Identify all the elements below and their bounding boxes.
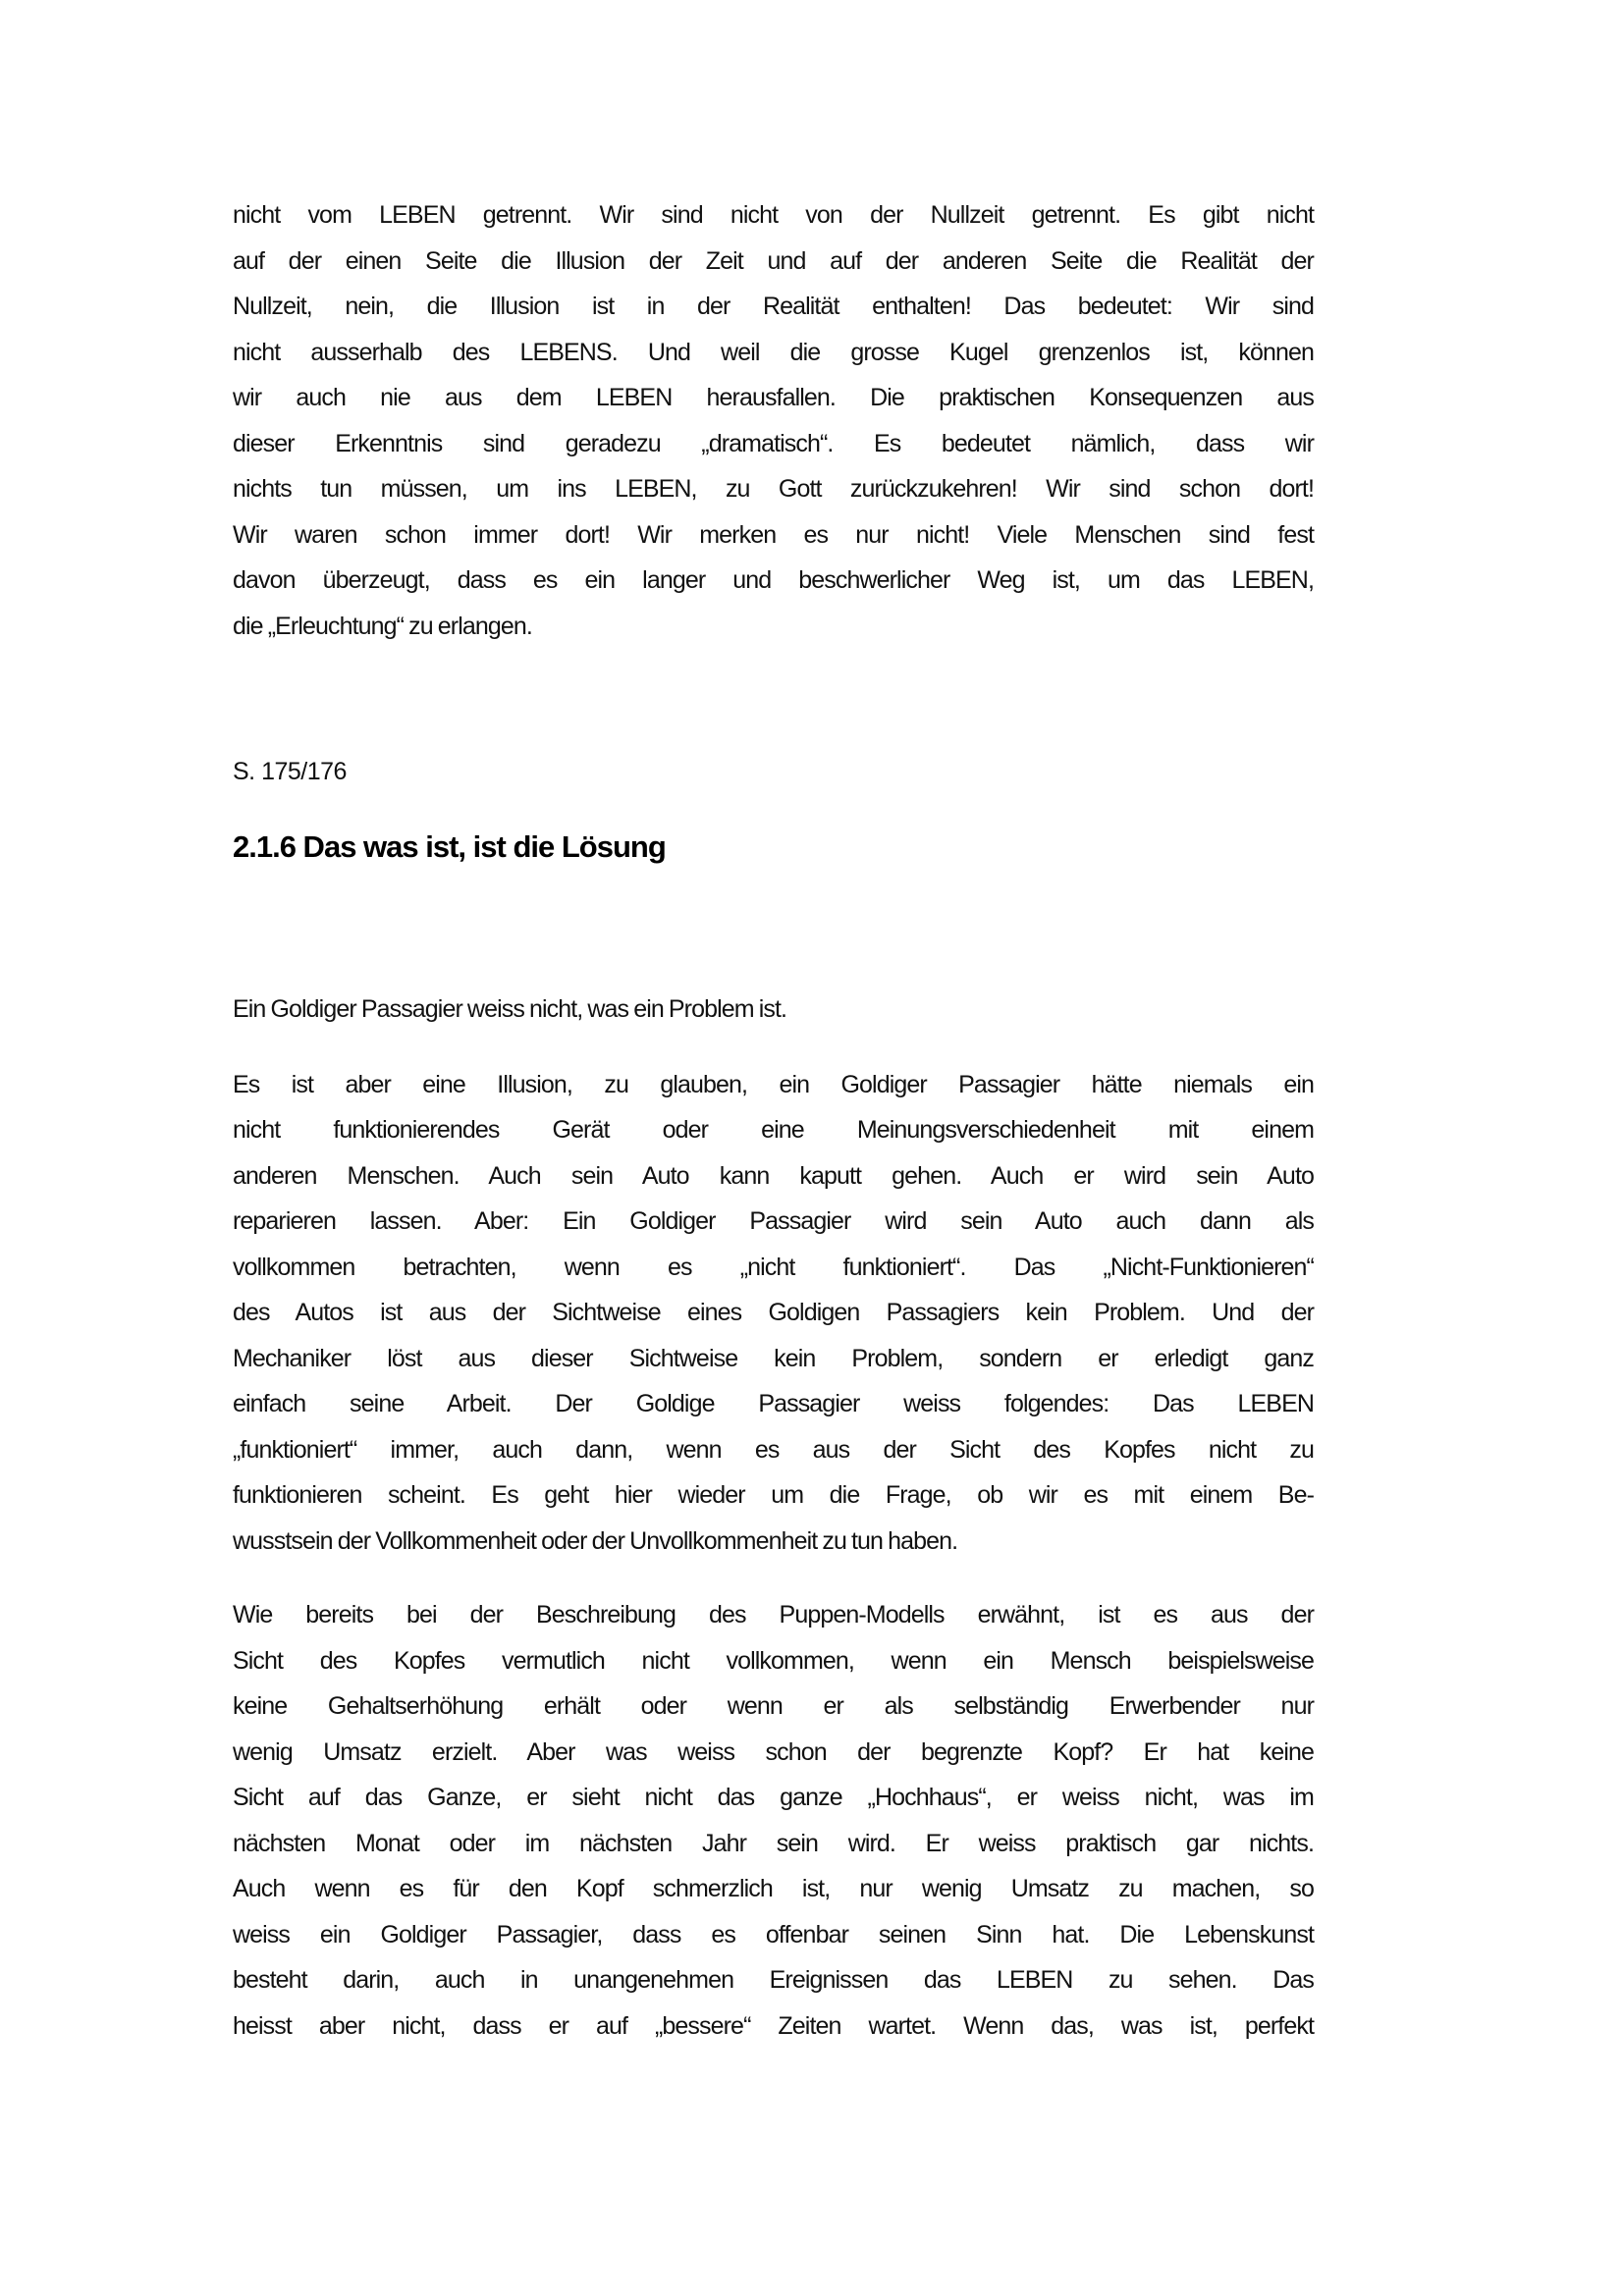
- text-line: Sicht des Kopfes vermutlich nicht vollkommen, wenn ein Mensch beispielsweise: [233, 1647, 1314, 1675]
- text-line: heisst aber nicht, dass er auf „bessere“ Zeiten wartet. Wenn das, was ist, perfekt: [233, 2012, 1314, 2040]
- text-line: auf der einen Seite die Illusion der Zeit und auf der anderen Seite die Realität der: [233, 247, 1314, 275]
- section-heading: 2.1.6 Das was ist, ist die Lösung: [233, 829, 666, 864]
- text-line: nicht funktionierendes Gerät oder eine Meinungsverschiedenheit mit einem: [233, 1116, 1314, 1144]
- text-line: nicht vom LEBEN getrennt. Wir sind nicht von der Nullzeit getrennt. Es gibt nicht: [233, 201, 1314, 229]
- text-line: vollkommen betrachten, wenn es „nicht funktioniert“. Das „Nicht-Funktionieren“: [233, 1254, 1314, 1281]
- text-line: weiss ein Goldiger Passagier, dass es offenbar seinen Sinn hat. Die Lebenskunst: [233, 1921, 1314, 1949]
- text-line: wir auch nie aus dem LEBEN herausfallen. Die praktischen Konsequenzen aus: [233, 384, 1314, 411]
- text-line: wusstsein der Vollkommenheit oder der Unvollkommenheit zu tun haben.: [233, 1527, 958, 1555]
- text-line: nicht ausserhalb des LEBENS. Und weil die grosse Kugel grenzenlos ist, können: [233, 339, 1314, 366]
- text-line: davon überzeugt, dass es ein langer und beschwerlicher Weg ist, um das LEBEN,: [233, 566, 1314, 594]
- text-line: Mechaniker löst aus dieser Sichtweise kein Problem, sondern er erledigt ganz: [233, 1345, 1314, 1372]
- text-line: Sicht auf das Ganze, er sieht nicht das ganze „Hochhaus“, er weiss nicht, was im: [233, 1784, 1314, 1811]
- text-line: Wie bereits bei der Beschreibung des Puppen-Modells erwähnt, ist es aus der: [233, 1601, 1314, 1629]
- text-line: keine Gehaltserhöhung erhält oder wenn er als selbständig Erwerbender nur: [233, 1692, 1314, 1720]
- text-line: besteht darin, auch in unangenehmen Ereignissen das LEBEN zu sehen. Das: [233, 1966, 1314, 1994]
- text-line: nichts tun müssen, um ins LEBEN, zu Gott zurückzukehren! Wir sind schon dort!: [233, 475, 1314, 503]
- text-line: funktionieren scheint. Es geht hier wieder um die Frage, ob wir es mit einem Be-: [233, 1481, 1314, 1509]
- text-line: reparieren lassen. Aber: Ein Goldiger Passagier wird sein Auto auch dann als: [233, 1207, 1314, 1235]
- text-line: die „Erleuchtung“ zu erlangen.: [233, 613, 532, 640]
- text-line: Auch wenn es für den Kopf schmerzlich ist, nur wenig Umsatz zu machen, so: [233, 1875, 1314, 1902]
- text-line: Nullzeit, nein, die Illusion ist in der Realität enthalten! Das bedeutet: Wir sind: [233, 293, 1314, 320]
- page-reference: S. 175/176: [233, 758, 347, 785]
- text-line: einfach seine Arbeit. Der Goldige Passagier weiss folgendes: Das LEBEN: [233, 1390, 1314, 1417]
- text-line: dieser Erkenntnis sind geradezu „dramatisch“. Es bedeutet nämlich, dass wir: [233, 430, 1314, 457]
- text-line: nächsten Monat oder im nächsten Jahr sein wird. Er weiss praktisch gar nichts.: [233, 1830, 1314, 1857]
- text-line: „funktioniert“ immer, auch dann, wenn es aus der Sicht des Kopfes nicht zu: [233, 1436, 1314, 1464]
- text-line: des Autos ist aus der Sichtweise eines Goldigen Passagiers kein Problem. Und der: [233, 1299, 1314, 1326]
- text-line: Es ist aber eine Illusion, zu glauben, ein Goldiger Passagier hätte niemals ein: [233, 1071, 1314, 1098]
- intro-sentence: Ein Goldiger Passagier weiss nicht, was ein Problem ist.: [233, 995, 787, 1023]
- text-line: Wir waren schon immer dort! Wir merken es nur nicht! Viele Menschen sind fest: [233, 521, 1314, 549]
- text-line: anderen Menschen. Auch sein Auto kann kaputt gehen. Auch er wird sein Auto: [233, 1162, 1314, 1190]
- text-line: wenig Umsatz erzielt. Aber was weiss schon der begrenzte Kopf? Er hat keine: [233, 1738, 1314, 1766]
